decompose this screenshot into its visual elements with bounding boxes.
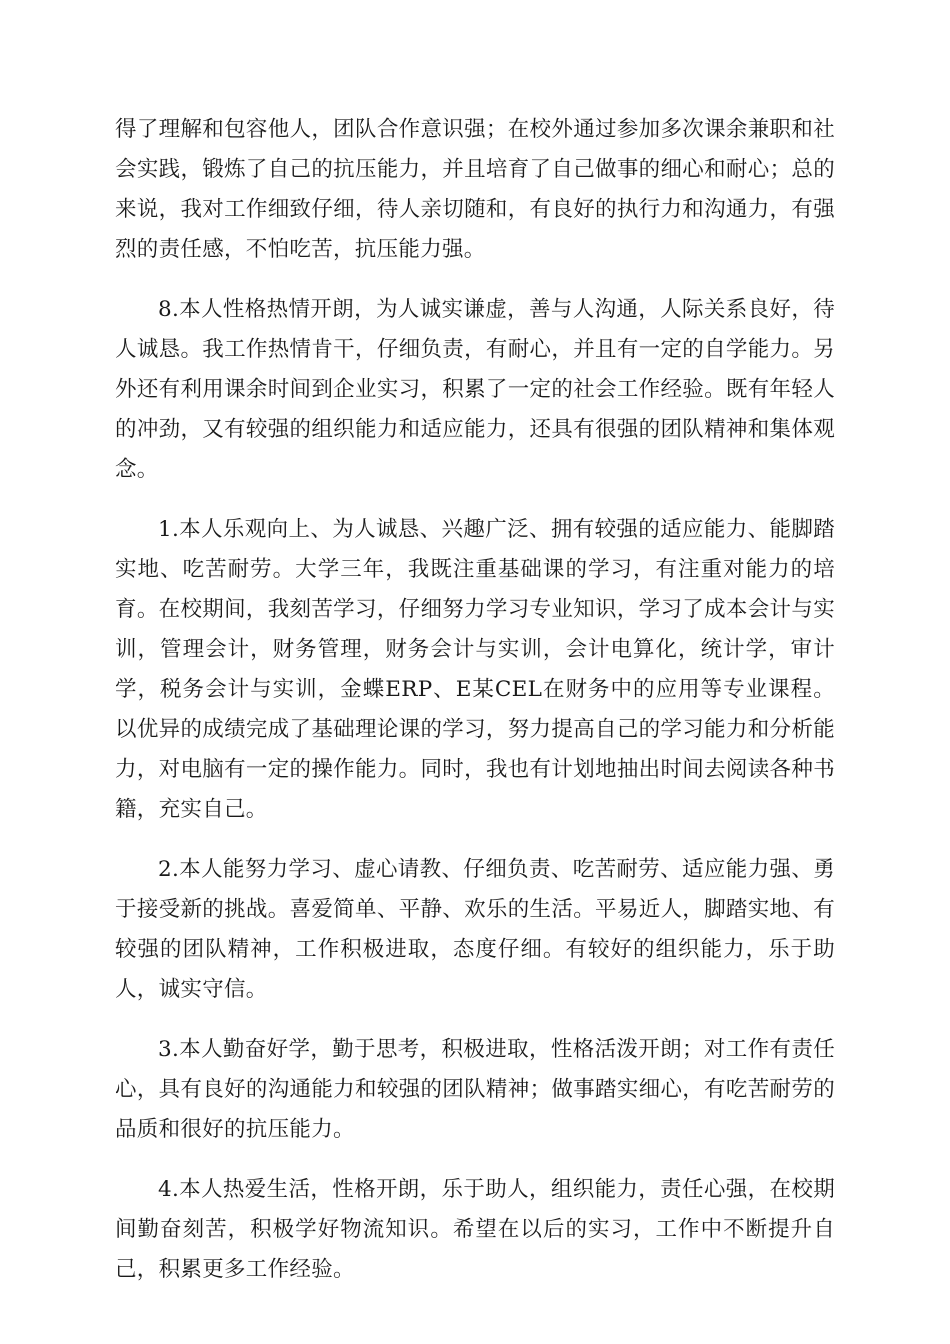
paragraph-item-4: 4.本人热爱生活，性格开朗，乐于助人，组织能力，责任心强，在校期间勤奋刻苦，积极学好物流知识。希望在以后的实习，工作中不断提升自己，积累更多工作经验。 bbox=[115, 1177, 835, 1282]
paragraph-item-8: 8.本人性格热情开朗，为人诚实谦虚，善与人沟通，人际关系良好，待人诚恳。我工作热情肯干，仔细负责，有耐心，并且有一定的自学能力。另外还有利用课余时间到企业实习，积累了一定的社会工作经验。既有年轻人的冲劲，又有较强的组织能力和适应能力，还具有很强的团队精神和集体观念。 bbox=[115, 297, 835, 482]
paragraph-item-3: 3.本人勤奋好学，勤于思考，积极进取，性格活泼开朗；对工作有责任心，具有良好的沟通能力和较强的团队精神；做事踏实细心，有吃苦耐劳的品质和很好的抗压能力。 bbox=[115, 1037, 835, 1142]
paragraph-item-2: 2.本人能努力学习、虚心请教、仔细负责、吃苦耐劳、适应能力强、勇于接受新的挑战。喜爱简单、平静、欢乐的生活。平易近人，脚踏实地、有较强的团队精神，工作积极进取，态度仔细。有较好的组织能力，乐于助人，诚实守信。 bbox=[115, 857, 835, 1002]
paragraph-continuation: 得了理解和包容他人，团队合作意识强；在校外通过参加多次课余兼职和社会实践，锻炼了自己的抗压能力，并且培育了自己做事的细心和耐心；总的来说，我对工作细致仔细，待人亲切随和，有良好的执行力和沟通力，有强烈的责任感，不怕吃苦，抗压能力强。 bbox=[115, 117, 835, 262]
document-body bbox=[115, 110, 835, 1310]
paragraph-item-1: 1.本人乐观向上、为人诚恳、兴趣广泛、拥有较强的适应能力、能脚踏实地、吃苦耐劳。大学三年，我既注重基础课的学习，有注重对能力的培育。在校期间，我刻苦学习，仔细努力学习专业知识，学习了成本会计与实训，管理会计，财务管理，财务会计与实训，会计电算化，统计学，审计学，税务会计与实训，金蝶ERP、E某CEL在财务中的应用等专业课程。以优异的成绩完成了基础理论课的学习，努力提高自己的学习能力和分析能力，对电脑有一定的操作能力。同时，我也有计划地抽出时间去阅读各种书籍，充实自己。 bbox=[115, 517, 835, 822]
